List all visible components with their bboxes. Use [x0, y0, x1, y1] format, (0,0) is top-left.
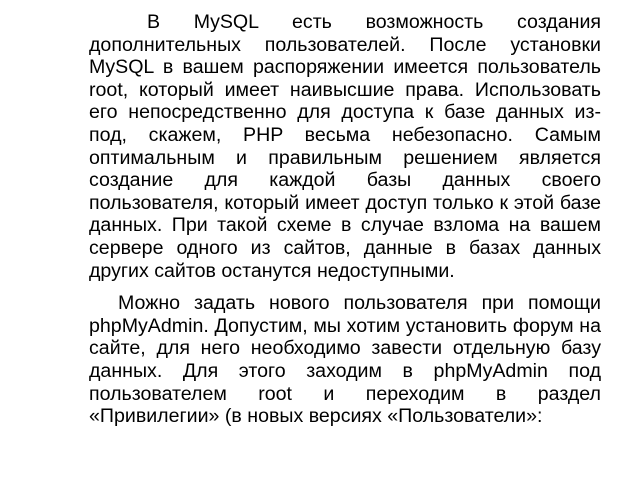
- document-text: [89, 11, 601, 428]
- paragraph-mysql-users: В MySQL есть возможность создания дополнительных пользователей. После установки MySQL в вашем распоряжении имеется пользователь root, который имеет наивысшие права. Использовать его непосредственно для доступа к базе данных из-под, скажем, PHP весьма небезопасно. Самым оптимальным и правильным решением является создание для каждой базы данных своего пользователя, который имеет доступ только к этой базе данных. При такой схеме в случае взлома на вашем сервере одного из сайтов, данные в базах данных других сайтов останутся недоступными.: [89, 11, 601, 282]
- paragraph-phpmyadmin: Можно задать нового пользователя при помощи phpMyAdmin. Допустим, мы хотим установить форум на сайте, для него необходимо завести отдельную базу данных. Для этого заходим в phpMyAdmin под пользователем root и переходим в раздел «Привилегии» (в новых версиях «Пользователи»:: [89, 292, 601, 428]
